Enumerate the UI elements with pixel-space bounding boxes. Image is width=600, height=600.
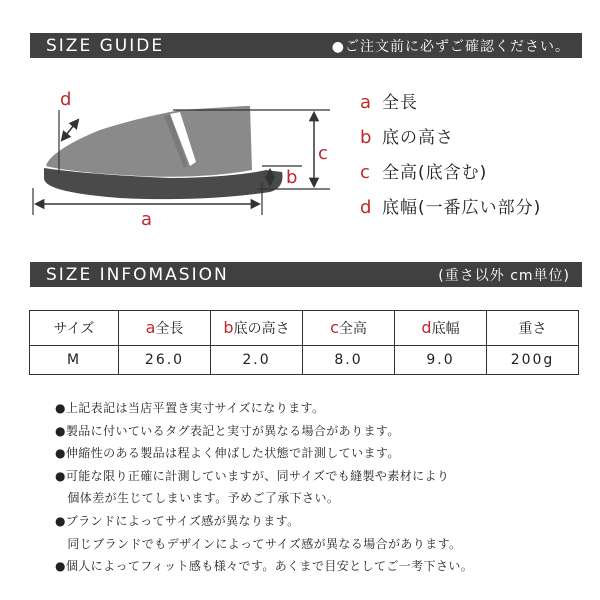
header-cell: a全長: [119, 311, 211, 346]
table-cell: 2.0: [211, 346, 303, 375]
legend-item-a: [360, 88, 541, 123]
header-cell: b底の高さ: [211, 311, 303, 346]
table-cell: 26.0: [119, 346, 211, 375]
label-d: d: [60, 89, 72, 110]
legend-item-d: [360, 193, 541, 228]
table-header-row: [30, 311, 579, 346]
header-cell: d底幅: [395, 311, 487, 346]
table-cell: 8.0: [303, 346, 395, 375]
legend-text: 底の高さ: [382, 128, 454, 148]
size-info-header: [30, 262, 582, 287]
note-line: ●上記表記は当店平置き実寸サイズになります。: [55, 401, 325, 415]
table-cell: M: [30, 346, 119, 375]
header-cell: 重さ: [487, 311, 579, 346]
size-guide-title: SIZE GUIDE: [46, 35, 165, 56]
table-cell: 200g: [487, 346, 579, 375]
legend-letter: c: [360, 162, 370, 183]
size-table: [29, 310, 579, 375]
confirm-notice: ●ご注文前に必ずご確認ください。: [331, 38, 570, 55]
note-line: ●可能な限り正確に計測していますが、同サイズでも縫製や素材により: [55, 468, 450, 483]
header-cell: c全高: [303, 311, 395, 346]
legend-item-b: [360, 123, 541, 158]
note-line: ●個人によってフィット感も様々です。あくまで目安としてご一考下さい。: [55, 559, 474, 574]
note-line: 同じブランドでもデザインによってサイズ感が異なる場合があります。: [55, 536, 462, 551]
label-b: b: [286, 167, 298, 188]
legend-letter: d: [360, 197, 372, 218]
note-line: ●伸縮性のある製品は程よく伸ばした状態で計測しています。: [55, 446, 400, 461]
legend-text: 全高(底含む): [382, 163, 488, 183]
table-row: [30, 346, 579, 375]
measurement-legend: [360, 88, 541, 228]
legend-text: 全長: [382, 93, 418, 113]
label-c: c: [318, 143, 328, 164]
size-info-title: SIZE INFOMASION: [46, 264, 229, 285]
table-cell: 9.0: [395, 346, 487, 375]
note-line: ●製品に付いているタグ表記と実寸が異なる場合があります。: [55, 423, 400, 438]
legend-letter: a: [360, 92, 372, 113]
size-guide-header: [30, 33, 582, 58]
note-line: ●ブランドによってサイズ感が異なります。: [55, 513, 300, 528]
note-line: 個体差が生じてしまいます。予めご了承下さい。: [55, 491, 340, 506]
legend-text: 底幅(一番広い部分): [382, 198, 542, 218]
shoe-upper: [46, 106, 252, 177]
legend-letter: b: [360, 127, 372, 148]
shoe-measurement-diagram: [30, 70, 345, 230]
label-a: a: [141, 209, 153, 230]
unit-note: (重さ以外 cm単位): [438, 267, 570, 284]
notes-list: [55, 397, 473, 578]
header-cell: サイズ: [30, 311, 119, 346]
legend-item-c: [360, 158, 541, 193]
